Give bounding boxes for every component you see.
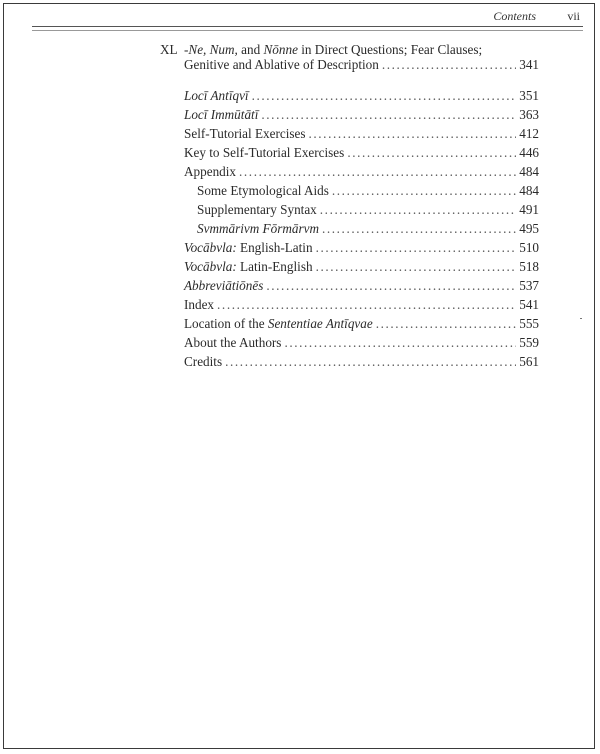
running-head: Contents (493, 9, 536, 23)
toc-entry-title-part: Sententiae Antīqvae (267, 316, 373, 331)
toc-entry-title: Credits (184, 354, 223, 369)
toc-entry-title: Locī Immūtātī (184, 107, 259, 122)
leader-dots (217, 297, 516, 313)
toc-page-number: 484 (519, 164, 539, 179)
toc-entry-title: Svmmārivm Fōrmārvm (197, 221, 319, 236)
leader-dots (382, 57, 516, 73)
chapter-title-part: -Ne, Num, (184, 42, 238, 57)
leader-dots (225, 354, 516, 370)
chapter-title-part: Nōnne (263, 42, 298, 57)
toc-entry-title-part: Location of the (184, 316, 268, 331)
toc-entry-vocabula-latin-english[interactable] (184, 259, 539, 277)
toc-page-number: 351 (519, 88, 539, 103)
toc-entry-key-to-exercises[interactable] (184, 145, 539, 163)
leader-dots (239, 164, 516, 180)
toc-entry-title-part: English-Latin (236, 240, 313, 255)
toc-page-number: 518 (519, 259, 539, 274)
toc-page-number: 491 (519, 202, 539, 217)
toc-entry-title: Key to Self-Tutorial Exercises (184, 145, 345, 160)
toc-entry-index[interactable] (184, 297, 539, 315)
toc-entry-loci-immutati[interactable] (184, 107, 539, 125)
leader-dots (261, 107, 516, 123)
toc-entry-summarium-formarum[interactable] (197, 221, 539, 239)
toc-page-number: 510 (519, 240, 539, 255)
toc-page-number: 341 (519, 57, 539, 72)
toc-entry-title (184, 316, 373, 332)
toc-page-number: 537 (519, 278, 539, 293)
toc-entry-location-sententiae[interactable] (184, 316, 539, 334)
toc-page-number: 561 (519, 354, 539, 369)
toc-entry-title: Locī Antīqvī (184, 88, 249, 103)
chapter-title-part: and (237, 42, 264, 57)
scan-speck (580, 318, 582, 319)
toc-page-number: 363 (519, 107, 539, 122)
toc-page-number: 446 (519, 145, 539, 160)
toc-entry-title: Abbreviātiōnēs (184, 278, 264, 293)
toc-entry-title: About the Authors (184, 335, 282, 350)
toc-entry-title-part: Latin-English (236, 259, 313, 274)
toc-entry-credits[interactable] (184, 354, 539, 372)
toc-entry-appendix[interactable] (184, 164, 539, 182)
leader-dots (252, 88, 517, 104)
leader-dots (376, 316, 517, 332)
leader-dots (266, 278, 516, 294)
leader-dots (308, 126, 516, 142)
leader-dots (322, 221, 516, 237)
toc-entry-title: Index (184, 297, 215, 312)
toc-page-number: 559 (519, 335, 539, 350)
toc-entry-title: Supplementary Syntax (197, 202, 317, 217)
page-numeral: vii (567, 9, 580, 23)
toc-page-number: 412 (519, 126, 539, 141)
chapter-number: XL (160, 42, 178, 57)
leader-dots (332, 183, 516, 199)
leader-dots (347, 145, 516, 161)
toc-entry-chapter-xl[interactable] (184, 57, 539, 75)
toc-entry-title (184, 240, 313, 256)
toc-entry-loci-antiqvi[interactable] (184, 88, 539, 106)
header-rule (32, 26, 583, 27)
toc-entry-title: Appendix (184, 164, 237, 179)
leader-dots (284, 335, 516, 351)
leader-dots (320, 202, 516, 218)
toc-page-number: 484 (519, 183, 539, 198)
toc-entry-title-part: Vocābvla: (184, 240, 237, 255)
toc-entry-vocabula-english-latin[interactable] (184, 240, 539, 258)
chapter-title-line-1 (184, 42, 482, 58)
toc-entry-about-the-authors[interactable] (184, 335, 539, 353)
chapter-title-part: in Direct Questions; Fear Clauses; (297, 42, 483, 57)
toc-page-number: 555 (519, 316, 539, 331)
toc-entry-supplementary-syntax[interactable] (197, 202, 539, 220)
toc-entry-title: Self-Tutorial Exercises (184, 126, 306, 141)
toc-entry-title: Some Etymological Aids (197, 183, 329, 198)
leader-dots (316, 259, 517, 275)
toc-entry-abbreviationes[interactable] (184, 278, 539, 296)
header-rule-thin (32, 30, 583, 31)
leader-dots (316, 240, 517, 256)
toc-page-number: 495 (519, 221, 539, 236)
toc-page-number: 541 (519, 297, 539, 312)
toc-entry-title: Genitive and Ablative of Description (184, 57, 379, 72)
toc-entry-etymological-aids[interactable] (197, 183, 539, 201)
toc-entry-title (184, 259, 313, 275)
toc-entry-title-part: Vocābvla: (184, 259, 237, 274)
toc-entry-self-tutorial-exercises[interactable] (184, 126, 539, 144)
